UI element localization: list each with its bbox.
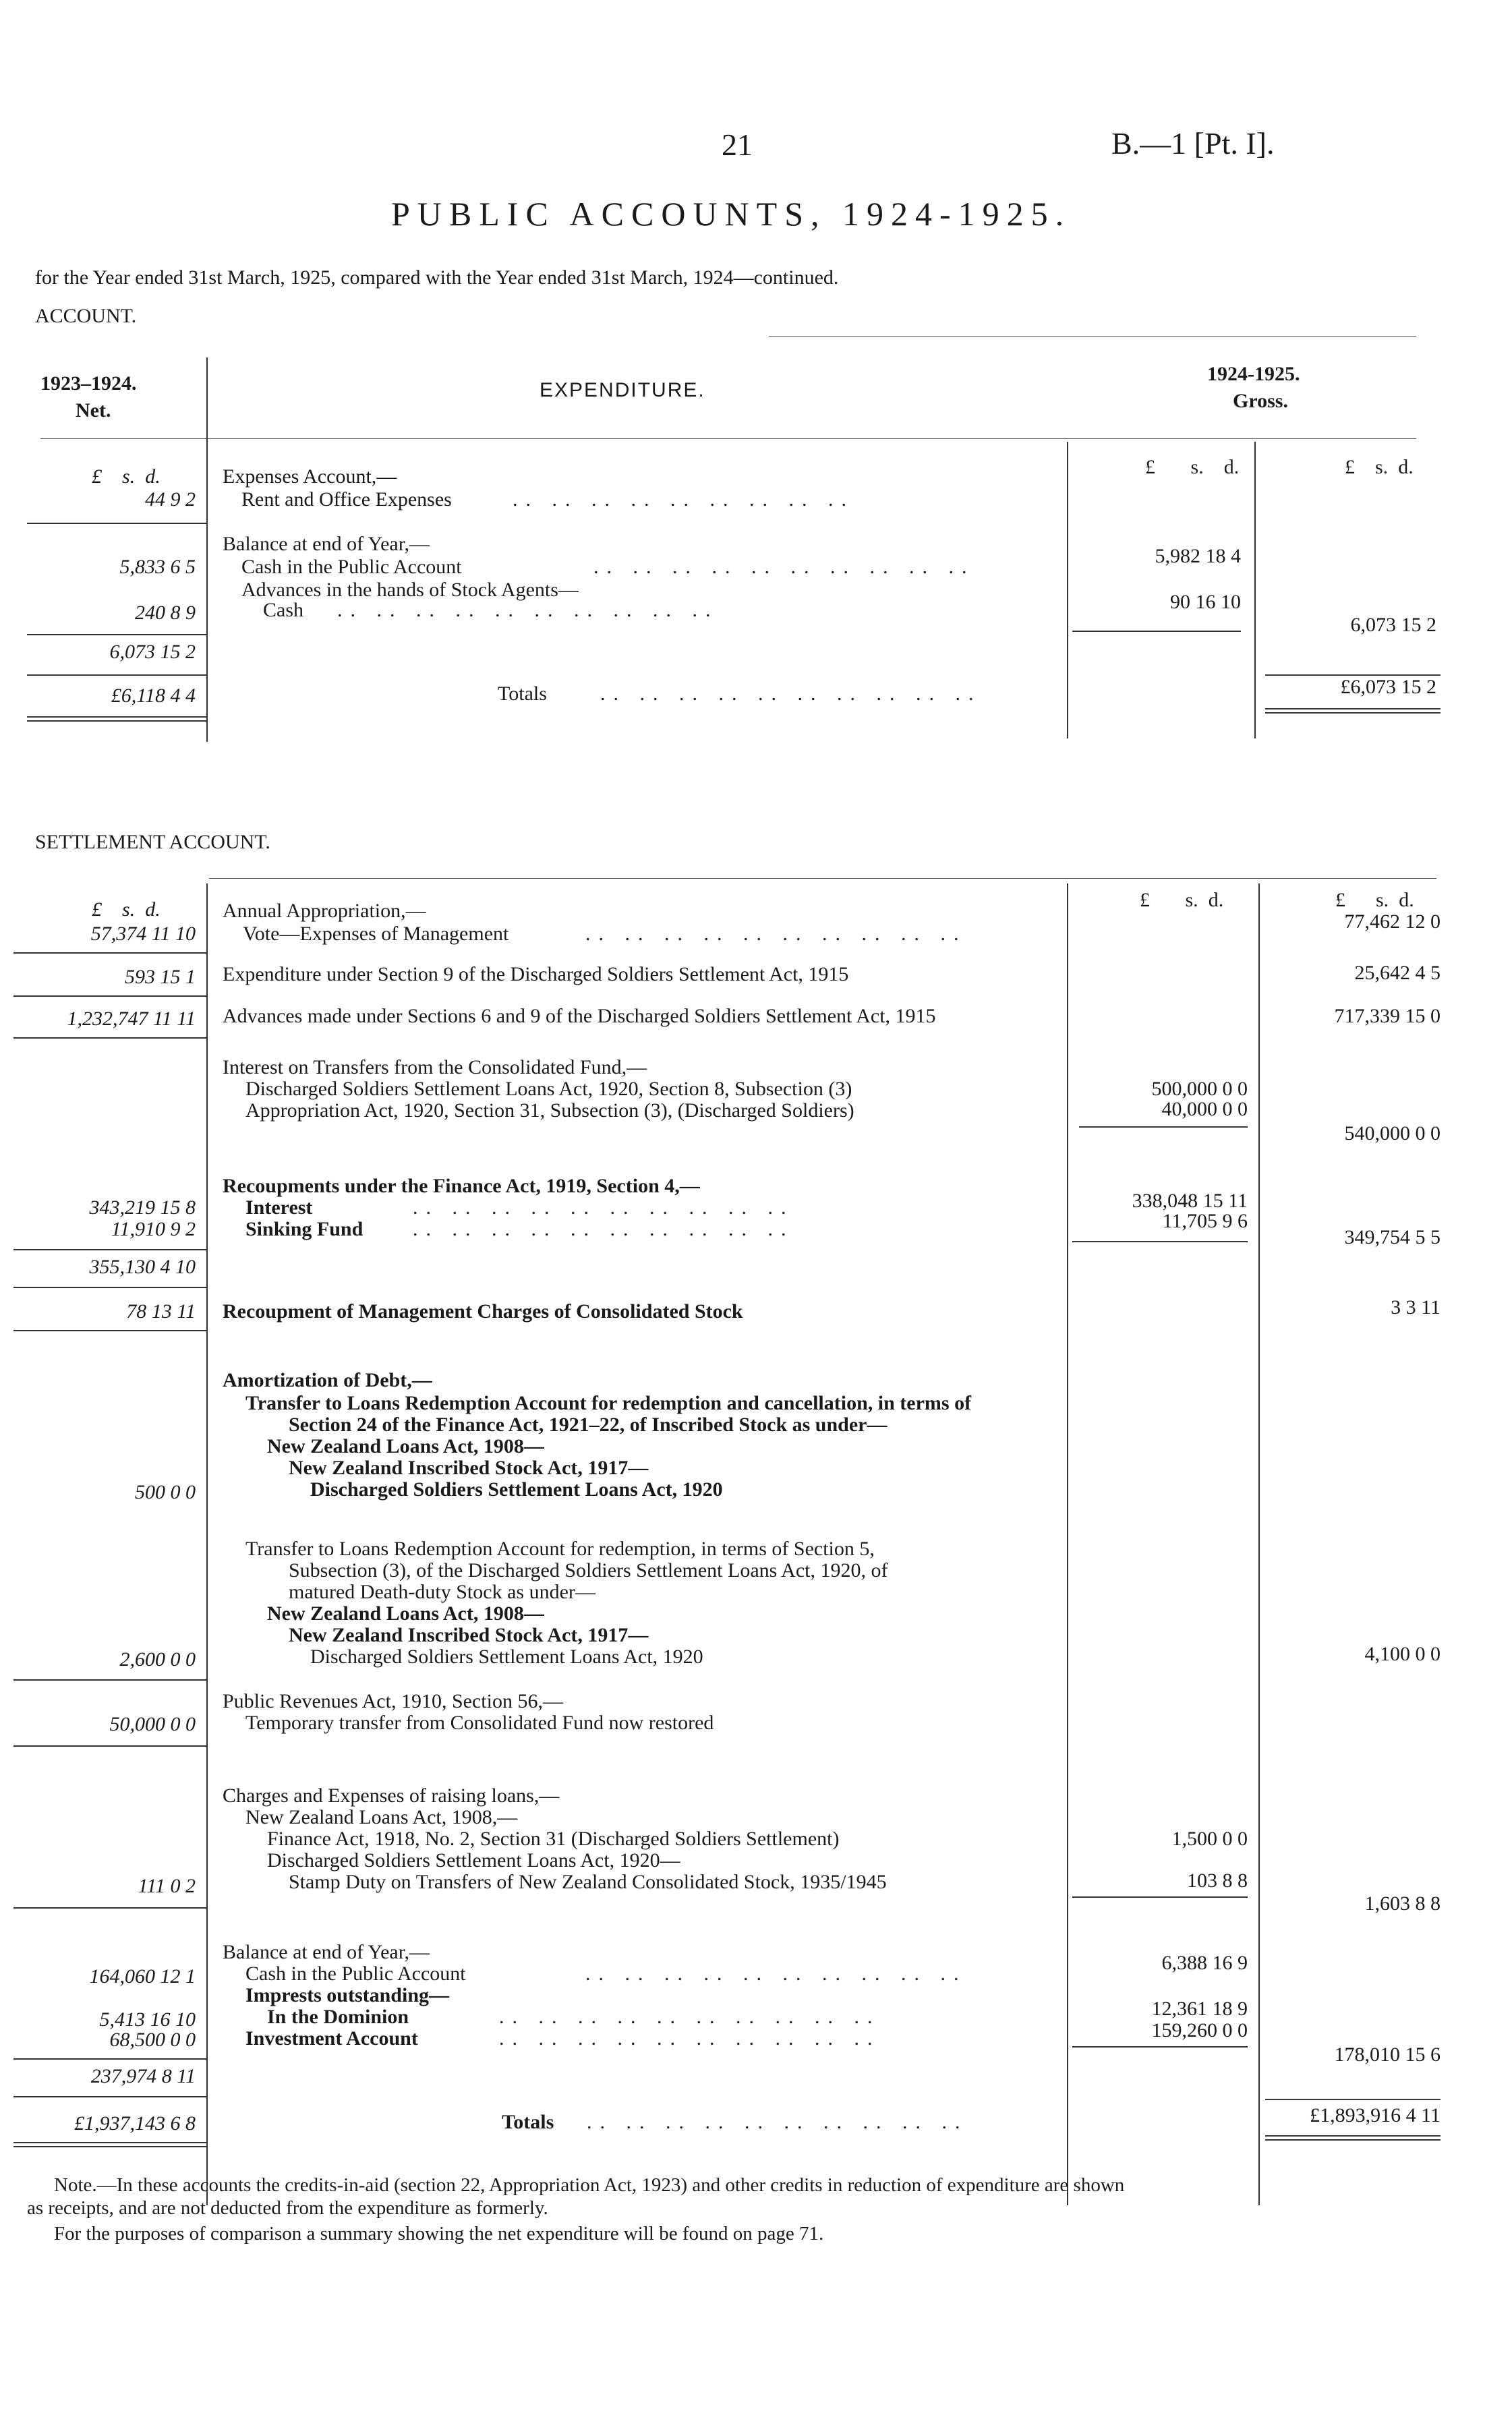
mid-in-dominion: 12,361 18 9 <box>1151 1998 1248 2020</box>
row-interest: Interest <box>245 1196 313 1219</box>
dot-leader: .. .. .. .. .. .. .. .. .. .. <box>600 683 982 705</box>
row-rent-office: Rent and Office Expenses <box>241 488 452 511</box>
rule-r10 <box>13 1907 206 1909</box>
row-transfer-redemption-l6: Discharged Soldiers Settlement Loans Act, 1920 <box>310 1646 703 1668</box>
net-cash-public-account: 5,833 6 5 <box>119 556 196 578</box>
header-net-label: Net. <box>76 399 111 422</box>
settlement-header-rule <box>209 878 1436 879</box>
gross-recoupments: 349,754 5 5 <box>1344 1226 1441 1248</box>
currency-header-gross-settlement: £ s. d. <box>1335 889 1414 911</box>
net-sinking-fund: 11,910 9 2 <box>111 1218 196 1240</box>
row-amortization-l1: Transfer to Loans Redemption Account for redemption and cancellation, in terms of <box>245 1392 972 1414</box>
row-amortization-l2: Section 24 of the Finance Act, 1921–22, of Inscribed Stock as under— <box>289 1414 888 1436</box>
net-balance-subtotal: 6,073 15 2 <box>109 641 196 663</box>
mid-interest: 338,048 15 11 <box>1132 1190 1248 1212</box>
rule-r11-subtotal <box>13 2096 206 2097</box>
row-cash-public-account: Cash in the Public Account <box>241 556 462 578</box>
net-management-charges: 78 13 11 <box>126 1300 196 1323</box>
net-rent-office: 44 9 2 <box>145 488 196 511</box>
row-dss-loans-act-1920: Discharged Soldiers Settlement Loans Act, 1920— <box>267 1849 680 1871</box>
net-transfer-redemption: 2,600 0 0 <box>119 1648 196 1671</box>
double-rule-net-settlement <box>13 2142 206 2147</box>
row-in-dominion: In the Dominion <box>267 2006 409 2028</box>
net-section9: 593 15 1 <box>125 966 196 988</box>
column-rule-net-settlement <box>206 883 208 2205</box>
mid-finance-act-1918: 1,500 0 0 <box>1171 1828 1248 1850</box>
gross-balance: 6,073 15 2 <box>1350 614 1436 636</box>
row-public-revenues: Public Revenues Act, 1910, Section 56,— <box>223 1690 563 1712</box>
row-vote-management: Vote—Expenses of Management <box>243 923 509 945</box>
row-transfer-redemption-l4: New Zealand Loans Act, 1908— <box>267 1602 544 1625</box>
row-stock-agents-cash: Cash <box>263 599 303 621</box>
row-transfer-redemption-l3: matured Death-duty Stock as under— <box>289 1581 595 1603</box>
section-heading-account: ACCOUNT. <box>35 305 137 327</box>
mid-stock-agents-cash: 90 16 10 <box>1170 591 1241 613</box>
row-interest-transfers: Interest on Transfers from the Consolidated Fund,— <box>223 1056 647 1078</box>
double-rule-gross-settlement <box>1265 2135 1441 2141</box>
rule-net-subtotal <box>27 634 206 635</box>
row-transfer-redemption-l2: Subsection (3), of the Discharged Soldiers Settlement Loans Act, 1920, of <box>289 1559 888 1581</box>
currency-header-mid: £ s. d. <box>1145 456 1240 478</box>
net-investment-account: 68,500 0 0 <box>109 2029 196 2051</box>
note-line-1: Note.—In these accounts the credits-in-aid (section 22, Appropriation Act, 1923) and other credits in reduction of expenditure are shown <box>54 2174 1125 2196</box>
gross-balance-settlement: 178,010 15 6 <box>1334 2043 1441 2066</box>
net-stock-agents-cash: 240 8 9 <box>135 602 196 624</box>
rule-mid-subtotal <box>1072 631 1241 632</box>
row-investment-account: Investment Account <box>245 2027 418 2050</box>
row-amortization-l4: New Zealand Inscribed Stock Act, 1917— <box>289 1457 649 1479</box>
row-transfer-redemption-l5: New Zealand Inscribed Stock Act, 1917— <box>289 1624 649 1646</box>
row-balance-settlement: Balance at end of Year,— <box>223 1941 430 1963</box>
row-charges-loans-l1: New Zealand Loans Act, 1908,— <box>245 1806 518 1828</box>
dot-leader: .. .. .. .. .. .. .. .. .. .. <box>413 1218 794 1240</box>
rule-r1 <box>13 952 206 954</box>
net-in-dominion: 5,413 16 10 <box>99 2008 196 2031</box>
gross-transfer-redemption: 4,100 0 0 <box>1364 1643 1441 1665</box>
gross-vote-management: 77,462 12 0 <box>1344 910 1441 933</box>
rule-r5-mid <box>1072 1241 1248 1242</box>
net-vote-management: 57,374 11 10 <box>90 923 196 945</box>
header-net-year: 1923–1924. <box>40 372 137 395</box>
mid-appropriation-act: 40,000 0 0 <box>1161 1098 1248 1120</box>
rule-r11-mid <box>1072 2046 1248 2048</box>
gross-management-charges: 3 3 11 <box>1391 1296 1441 1318</box>
currency-header-net-settlement: £ s. d. <box>92 898 161 921</box>
row-transfer-redemption-l1: Transfer to Loans Redemption Account for redemption, in terms of Section 5, <box>245 1538 875 1560</box>
row-expenses-account: Expenses Account,— <box>223 465 397 488</box>
currency-header-net: £ s. d. <box>92 465 161 488</box>
mid-sinking-fund: 11,705 9 6 <box>1162 1210 1248 1232</box>
page-reference: B.—1 [Pt. I]. <box>1111 126 1275 161</box>
mid-cash-public-account: 5,982 18 4 <box>1155 545 1241 567</box>
rule-r8 <box>13 1679 206 1681</box>
dot-leader: .. .. .. .. .. .. .. .. .. .. <box>587 2111 968 2133</box>
net-totals-settlement: £1,937,143 6 8 <box>74 2112 196 2135</box>
rule-net-before-total <box>27 674 206 676</box>
column-rule-net <box>206 357 208 742</box>
row-sinking-fund: Sinking Fund <box>245 1218 364 1240</box>
dot-leader: .. .. .. .. .. .. .. .. .. .. <box>413 1196 794 1219</box>
column-rule-mid <box>1067 442 1068 738</box>
mid-investment-account: 159,260 0 0 <box>1151 2019 1248 2041</box>
rule-r5-net <box>13 1249 206 1250</box>
net-cash-public-account-settlement: 164,060 12 1 <box>89 1965 196 1987</box>
gross-charges-loans: 1,603 8 8 <box>1364 1892 1441 1915</box>
rule-r10-mid <box>1072 1896 1248 1898</box>
net-interest: 343,219 15 8 <box>89 1196 196 1219</box>
row-imprests-outstanding: Imprests outstanding— <box>245 1984 450 2006</box>
row-charges-loans: Charges and Expenses of raising loans,— <box>223 1784 560 1807</box>
currency-header-mid-settlement: £ s. d. <box>1140 889 1224 911</box>
row-cash-public-account-settlement: Cash in the Public Account <box>245 1963 466 1985</box>
net-totals-top: £6,118 4 4 <box>111 685 196 707</box>
double-rule-net-top <box>27 716 206 722</box>
net-temporary-transfer: 50,000 0 0 <box>109 1713 196 1735</box>
subtitle: for the Year ended 31st March, 1925, compared with the Year ended 31st March, 1924—continued. <box>35 266 839 289</box>
dot-leader: .. .. .. .. .. .. .. .. .. .. <box>593 556 975 578</box>
row-balance-top: Balance at end of Year,— <box>223 533 430 555</box>
double-rule-gross-top <box>1265 708 1441 714</box>
section-heading-settlement: SETTLEMENT ACCOUNT. <box>35 831 270 853</box>
row-amortization: Amortization of Debt,— <box>223 1369 432 1391</box>
gross-section9: 25,642 4 5 <box>1354 962 1441 984</box>
net-recoupments-subtotal: 355,130 4 10 <box>89 1256 196 1278</box>
gross-totals-settlement: £1,893,916 4 11 <box>1310 2104 1441 2126</box>
gross-totals-top: £6,073 15 2 <box>1340 676 1436 698</box>
rule-gross-above-total-settlement <box>1265 2099 1441 2100</box>
page-title: PUBLIC ACCOUNTS, 1924-1925. <box>391 195 1072 233</box>
row-section9: Expenditure under Section 9 of the Discharged Soldiers Settlement Act, 1915 <box>223 963 849 985</box>
page-number: 21 <box>722 127 753 162</box>
rule-r2 <box>13 995 206 997</box>
row-advances-stock-agents: Advances in the hands of Stock Agents— <box>241 579 579 601</box>
row-totals-top: Totals <box>498 683 547 705</box>
dot-leader: .. .. .. .. .. .. .. .. .. .. <box>585 1963 967 1985</box>
row-totals-settlement: Totals <box>502 2111 554 2133</box>
net-advances: 1,232,747 11 11 <box>67 1008 196 1030</box>
mid-dss-loans-act: 500,000 0 0 <box>1151 1078 1248 1100</box>
row-appropriation-act: Appropriation Act, 1920, Section 31, Subsection (3), (Discharged Soldiers) <box>245 1099 854 1122</box>
net-balance-settlement-subtotal: 237,974 8 11 <box>90 2065 196 2087</box>
row-stamp-duty: Stamp Duty on Transfers of New Zealand Consolidated Stock, 1935/1945 <box>289 1871 887 1893</box>
net-amortization: 500 0 0 <box>135 1481 196 1503</box>
dot-leader: .. .. .. .. .. .. .. .. .. .. <box>337 599 719 621</box>
net-stamp-duty: 111 0 2 <box>138 1875 196 1897</box>
row-advances: Advances made under Sections 6 and 9 of the Discharged Soldiers Settlement Act, 1915 <box>223 1005 936 1027</box>
row-amortization-l3: New Zealand Loans Act, 1908— <box>267 1435 544 1457</box>
header-gross-label: Gross. <box>1233 390 1288 412</box>
row-annual-appropriation: Annual Appropriation,— <box>223 900 426 922</box>
currency-header-gross: £ s. d. <box>1345 456 1414 478</box>
header-expenditure: EXPENDITURE. <box>540 379 705 401</box>
row-dss-loans-act: Discharged Soldiers Settlement Loans Act, 1920, Section 8, Subsection (3) <box>245 1078 852 1100</box>
gross-interest-transfers: 540,000 0 0 <box>1344 1122 1441 1144</box>
dot-leader: .. .. .. .. .. .. .. .. .. <box>513 488 854 511</box>
header-rule-lower <box>40 438 1416 439</box>
mid-stamp-duty: 103 8 8 <box>1187 1869 1248 1892</box>
gross-advances: 717,339 15 0 <box>1334 1005 1441 1027</box>
rule-r9 <box>13 1745 206 1747</box>
dot-leader: .. .. .. .. .. .. .. .. .. .. <box>499 2006 881 2028</box>
row-management-charges: Recoupment of Management Charges of Consolidated Stock <box>223 1300 743 1323</box>
dot-leader: .. .. .. .. .. .. .. .. .. .. <box>585 923 967 945</box>
note-line-2: as receipts, and are not deducted from the expenditure as formerly. <box>27 2197 548 2219</box>
row-finance-act-1918: Finance Act, 1918, No. 2, Section 31 (Discharged Soldiers Settlement) <box>267 1828 840 1850</box>
mid-cash-public-account-settlement: 6,388 16 9 <box>1161 1952 1248 1974</box>
row-amortization-l5: Discharged Soldiers Settlement Loans Act, 1920 <box>310 1478 723 1501</box>
rule-r3 <box>13 1037 206 1039</box>
rule-r4-mid <box>1079 1126 1248 1128</box>
column-rule-gross-settlement <box>1258 883 1260 2205</box>
header-gross-year: 1924-1925. <box>1207 363 1300 385</box>
header-rule <box>769 336 1416 337</box>
rule-r11-net <box>13 2058 206 2060</box>
dot-leader: .. .. .. .. .. .. .. .. .. .. <box>499 2027 881 2050</box>
rule-r6 <box>13 1330 206 1331</box>
row-temporary-transfer: Temporary transfer from Consolidated Fund now restored <box>245 1712 714 1734</box>
rule-r5-subtotal <box>13 1287 206 1288</box>
note-line-3: For the purposes of comparison a summary showing the net expenditure will be found on page 71. <box>54 2223 824 2244</box>
row-recoupments: Recoupments under the Finance Act, 1919, Section 4,— <box>223 1175 700 1197</box>
rule-rent-office <box>27 523 206 524</box>
